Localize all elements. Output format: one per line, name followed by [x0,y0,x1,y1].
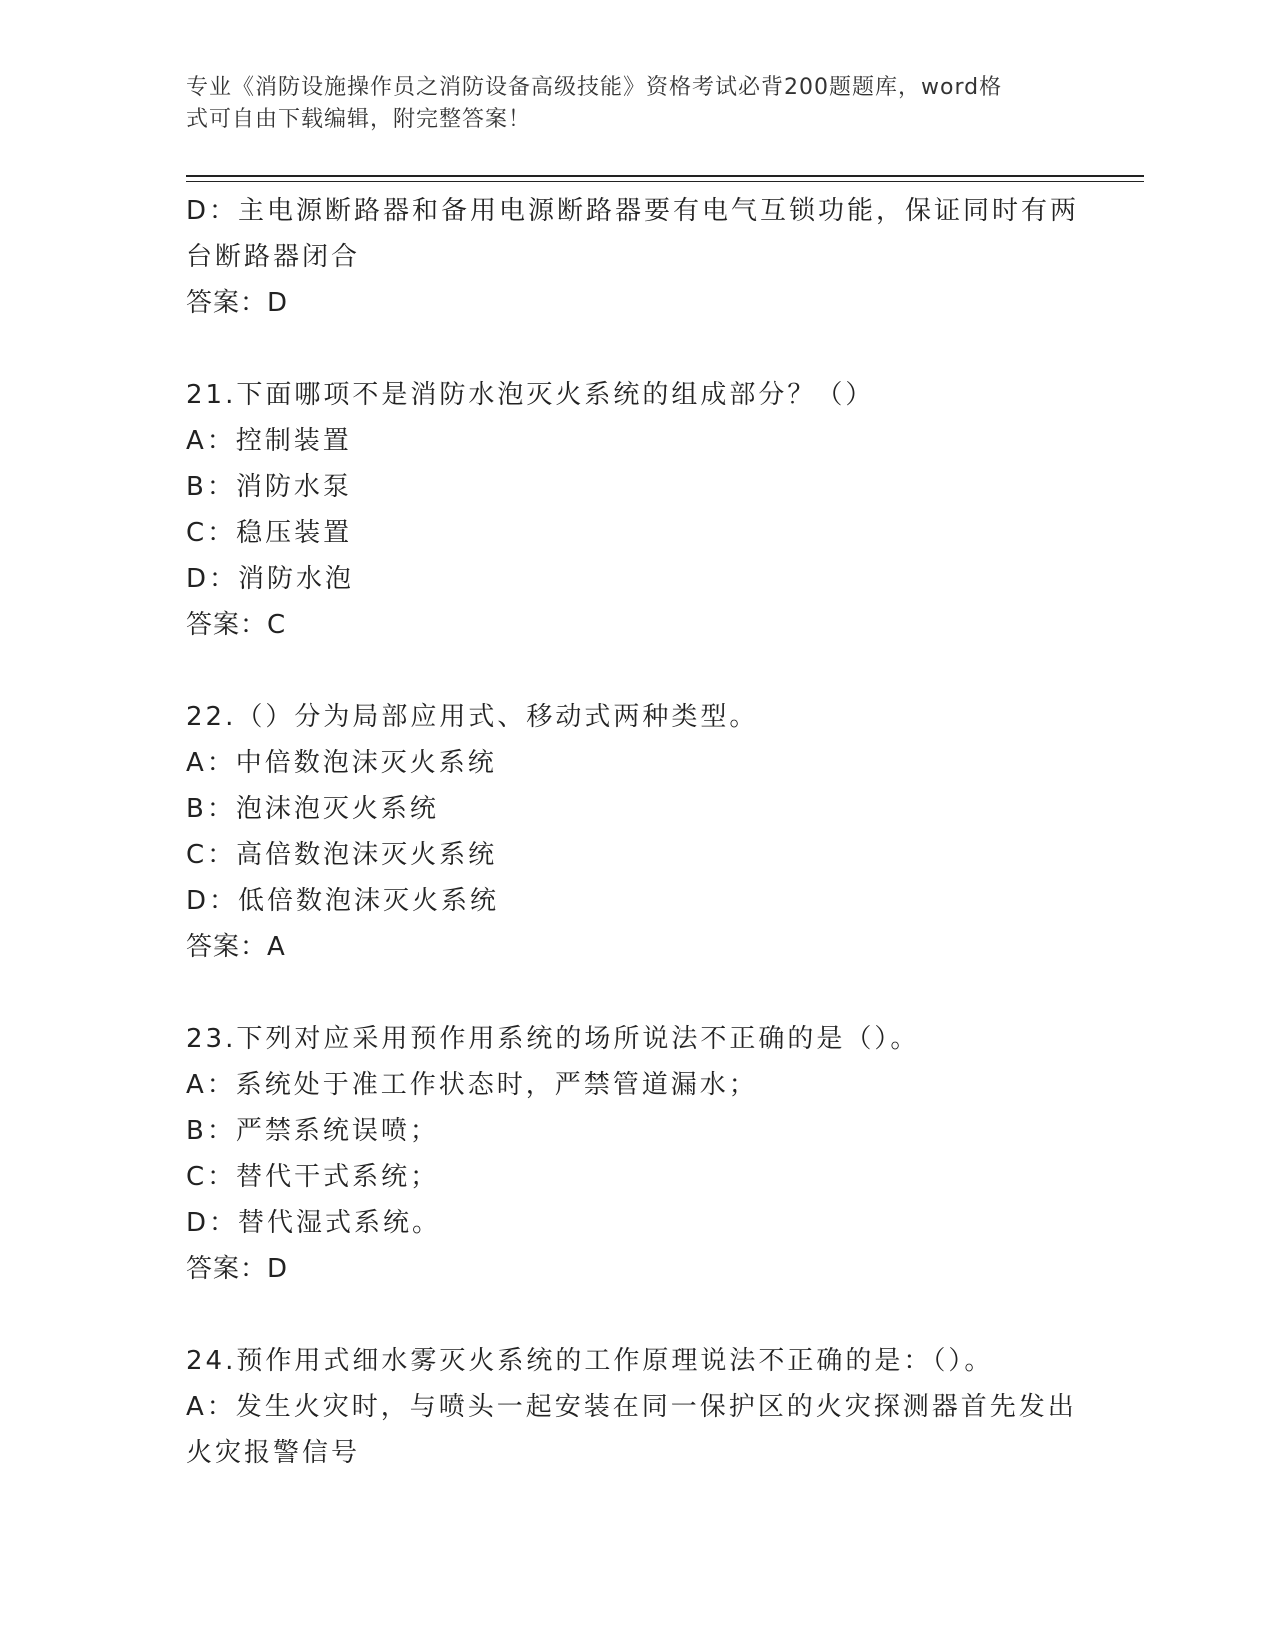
option-d: D：替代湿式系统。 [186,1208,442,1238]
option-b: B：严禁系统误喷； [186,1116,439,1146]
question-stem: 22.（）分为局部应用式、移动式两种类型。 [186,702,759,732]
question-block-20 [186,188,1086,326]
option-d-continued: 台断路器闭合 [186,242,361,272]
option-b: B：泡沫泡灭火系统 [186,794,439,824]
answer: 答案：D [186,288,289,318]
option-b: B：消防水泵 [186,472,352,502]
header-title-line-2: 式可自由下载编辑，附完整答案！ [186,107,532,132]
question-stem: 24.预作用式细水雾灭火系统的工作原理说法不正确的是：（）。 [186,1346,994,1376]
option-c: C：高倍数泡沫灭火系统 [186,840,498,870]
question-stem: 21.下面哪项不是消防水泡灭火系统的组成部分？（） [186,380,875,410]
question-block-22 [186,694,1086,970]
question-block-23 [186,1016,1086,1292]
question-block-21 [186,372,1086,648]
document-header [186,72,1086,136]
header-divider [186,175,1144,177]
option-c: C：替代干式系统； [186,1162,440,1192]
header-title-line-1: 专业《消防设施操作员之消防设备高级技能》资格考试必背200题题库，word格 [186,75,1003,100]
option-a: A：系统处于准工作状态时，严禁管道漏水； [186,1070,758,1100]
option-d: D：低倍数泡沫灭火系统 [186,886,500,916]
option-d: D：主电源断路器和备用电源断路器要有电气互锁功能，保证同时有两 [186,196,1080,226]
answer: 答案：D [186,1254,289,1284]
question-stem: 23.下列对应采用预作用系统的场所说法不正确的是（）。 [186,1024,920,1054]
option-a: A：发生火灾时，与喷头一起安装在同一保护区的火灾探测器首先发出 [186,1392,1077,1422]
header-divider-thin [186,181,1144,182]
option-d: D：消防水泡 [186,564,355,594]
answer: 答案：C [186,610,287,640]
question-block-24 [186,1338,1086,1476]
option-a: A：控制装置 [186,426,352,456]
option-a-continued: 火灾报警信号 [186,1438,361,1468]
question-list [186,188,1086,1476]
option-c: C：稳压装置 [186,518,353,548]
option-a: A：中倍数泡沫灭火系统 [186,748,497,778]
answer: 答案：A [186,932,286,962]
